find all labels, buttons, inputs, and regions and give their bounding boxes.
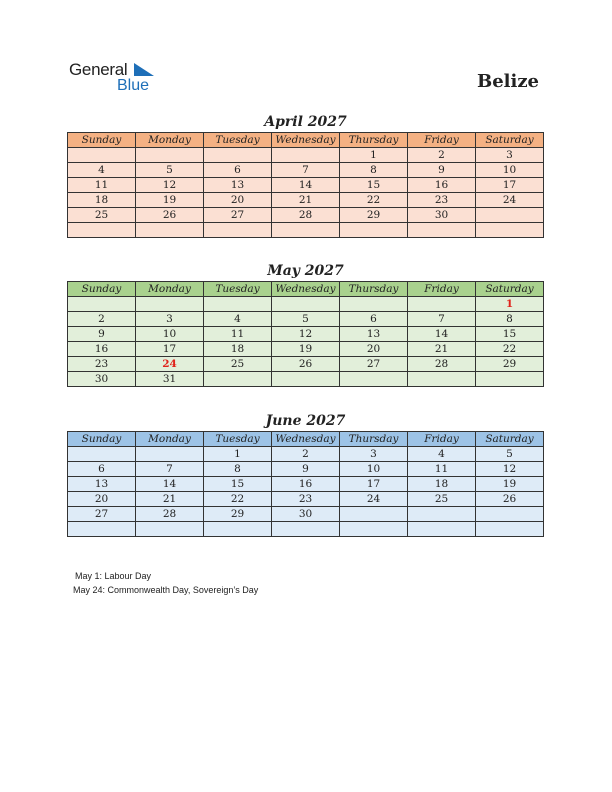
weekday-header: Wednesday: [272, 133, 340, 148]
day-cell: 30: [68, 372, 136, 387]
day-cell: 30: [408, 208, 476, 223]
generalblue-logo: [69, 60, 159, 96]
week-row: [68, 462, 544, 477]
weekday-header: Monday: [136, 282, 204, 297]
weekday-header: Tuesday: [204, 432, 272, 447]
day-cell: 18: [408, 477, 476, 492]
weekday-header: Thursday: [340, 432, 408, 447]
day-cell: 2: [408, 148, 476, 163]
day-cell: 28: [272, 208, 340, 223]
day-cell: 23: [68, 357, 136, 372]
day-cell: 4: [204, 312, 272, 327]
empty-day-cell: [272, 223, 340, 238]
weekday-header: Sunday: [68, 432, 136, 447]
day-cell: 16: [272, 477, 340, 492]
empty-day-cell: [340, 507, 408, 522]
weekday-header: Wednesday: [272, 282, 340, 297]
empty-day-cell: [476, 507, 544, 522]
day-cell: 8: [476, 312, 544, 327]
day-cell: 17: [476, 178, 544, 193]
day-cell: 20: [204, 193, 272, 208]
day-cell: 14: [272, 178, 340, 193]
weekday-header: Thursday: [340, 282, 408, 297]
week-row: [68, 223, 544, 238]
holiday-note: May 24: Commonwealth Day, Sovereign’s Day: [73, 585, 259, 595]
day-cell: 5: [272, 312, 340, 327]
day-cell: 5: [136, 163, 204, 178]
month-title: April 2027: [264, 114, 347, 130]
empty-day-cell: [408, 372, 476, 387]
day-cell: 17: [136, 342, 204, 357]
day-cell: 27: [68, 507, 136, 522]
day-cell: 2: [272, 447, 340, 462]
weekday-header: Wednesday: [272, 432, 340, 447]
day-cell: 9: [408, 163, 476, 178]
week-row: [68, 163, 544, 178]
day-cell: 21: [136, 492, 204, 507]
empty-day-cell: [68, 447, 136, 462]
week-row: [68, 492, 544, 507]
empty-day-cell: [476, 208, 544, 223]
day-cell: 13: [68, 477, 136, 492]
day-cell: 4: [68, 163, 136, 178]
day-cell: 18: [68, 193, 136, 208]
empty-day-cell: [204, 297, 272, 312]
day-cell: 12: [136, 178, 204, 193]
day-cell: 12: [272, 327, 340, 342]
day-cell: 29: [204, 507, 272, 522]
month-april: [67, 112, 544, 238]
day-cell: 7: [136, 462, 204, 477]
empty-day-cell: [272, 522, 340, 537]
weekday-header: Saturday: [476, 282, 544, 297]
day-cell: 30: [272, 507, 340, 522]
day-cell: 25: [68, 208, 136, 223]
day-cell: 15: [204, 477, 272, 492]
weekday-header: Sunday: [68, 133, 136, 148]
day-cell: 6: [204, 163, 272, 178]
day-cell: 25: [204, 357, 272, 372]
day-cell: 29: [476, 357, 544, 372]
day-cell: 22: [340, 193, 408, 208]
holiday-day-cell: 1: [476, 297, 544, 312]
day-cell: 15: [340, 178, 408, 193]
day-cell: 16: [68, 342, 136, 357]
empty-day-cell: [340, 297, 408, 312]
day-cell: 6: [340, 312, 408, 327]
day-cell: 26: [136, 208, 204, 223]
weekday-header: Monday: [136, 432, 204, 447]
day-cell: 19: [476, 477, 544, 492]
weekday-header: Tuesday: [204, 133, 272, 148]
empty-day-cell: [272, 372, 340, 387]
calendar-grid-may: [67, 281, 544, 387]
empty-day-cell: [68, 297, 136, 312]
day-cell: 11: [408, 462, 476, 477]
empty-day-cell: [340, 223, 408, 238]
day-cell: 27: [340, 357, 408, 372]
empty-day-cell: [68, 148, 136, 163]
month-title: May 2027: [267, 263, 344, 279]
day-cell: 31: [136, 372, 204, 387]
holiday-notes: [75, 569, 258, 597]
day-cell: 6: [68, 462, 136, 477]
weekday-header: Tuesday: [204, 282, 272, 297]
empty-day-cell: [136, 148, 204, 163]
day-cell: 20: [68, 492, 136, 507]
day-cell: 28: [408, 357, 476, 372]
day-cell: 1: [204, 447, 272, 462]
empty-day-cell: [204, 148, 272, 163]
day-cell: 14: [136, 477, 204, 492]
day-cell: 22: [204, 492, 272, 507]
week-row: [68, 447, 544, 462]
day-cell: 8: [340, 163, 408, 178]
weekday-header: Saturday: [476, 432, 544, 447]
day-cell: 9: [272, 462, 340, 477]
empty-day-cell: [136, 223, 204, 238]
day-cell: 27: [204, 208, 272, 223]
empty-day-cell: [136, 447, 204, 462]
day-cell: 12: [476, 462, 544, 477]
empty-day-cell: [204, 372, 272, 387]
country-title: Belize: [476, 71, 539, 92]
day-cell: 21: [408, 342, 476, 357]
week-row: [68, 477, 544, 492]
empty-day-cell: [476, 223, 544, 238]
day-cell: 21: [272, 193, 340, 208]
empty-day-cell: [68, 522, 136, 537]
day-cell: 24: [476, 193, 544, 208]
week-row: [68, 297, 544, 312]
empty-day-cell: [340, 372, 408, 387]
day-cell: 7: [408, 312, 476, 327]
day-cell: 8: [204, 462, 272, 477]
logo-text-general: General: [69, 60, 128, 79]
weekday-header: Saturday: [476, 133, 544, 148]
week-row: [68, 327, 544, 342]
day-cell: 23: [408, 193, 476, 208]
day-cell: 24: [340, 492, 408, 507]
empty-day-cell: [204, 522, 272, 537]
empty-day-cell: [408, 522, 476, 537]
week-row: [68, 312, 544, 327]
day-cell: 11: [68, 178, 136, 193]
day-cell: 17: [340, 477, 408, 492]
week-row: [68, 178, 544, 193]
empty-day-cell: [204, 223, 272, 238]
weekday-header: Thursday: [340, 133, 408, 148]
empty-day-cell: [272, 297, 340, 312]
day-cell: 3: [136, 312, 204, 327]
day-cell: 19: [272, 342, 340, 357]
weekday-header: Sunday: [68, 282, 136, 297]
day-cell: 11: [204, 327, 272, 342]
week-row: [68, 522, 544, 537]
empty-day-cell: [408, 297, 476, 312]
week-row: [68, 507, 544, 522]
day-cell: 10: [136, 327, 204, 342]
month-title: June 2027: [265, 413, 346, 429]
day-cell: 28: [136, 507, 204, 522]
calendar-grid-april: [67, 132, 544, 238]
day-cell: 23: [272, 492, 340, 507]
day-cell: 18: [204, 342, 272, 357]
empty-day-cell: [136, 297, 204, 312]
day-cell: 10: [476, 163, 544, 178]
day-cell: 4: [408, 447, 476, 462]
empty-day-cell: [476, 522, 544, 537]
weekday-header: Friday: [408, 282, 476, 297]
empty-day-cell: [272, 148, 340, 163]
day-cell: 9: [68, 327, 136, 342]
week-row: [68, 357, 544, 372]
day-cell: 19: [136, 193, 204, 208]
day-cell: 16: [408, 178, 476, 193]
day-cell: 13: [340, 327, 408, 342]
logo-text-blue: Blue: [117, 77, 150, 94]
week-row: [68, 193, 544, 208]
week-row: [68, 372, 544, 387]
day-cell: 26: [476, 492, 544, 507]
day-cell: 7: [272, 163, 340, 178]
weekday-header: Monday: [136, 133, 204, 148]
empty-day-cell: [68, 223, 136, 238]
empty-day-cell: [408, 507, 476, 522]
day-cell: 3: [340, 447, 408, 462]
month-june: [67, 411, 544, 537]
day-cell: 10: [340, 462, 408, 477]
day-cell: 2: [68, 312, 136, 327]
day-cell: 15: [476, 327, 544, 342]
week-row: [68, 342, 544, 357]
holiday-day-cell: 24: [136, 357, 204, 372]
day-cell: 1: [340, 148, 408, 163]
month-may: [67, 261, 544, 387]
week-row: [68, 148, 544, 163]
day-cell: 22: [476, 342, 544, 357]
calendar-grid-june: [67, 431, 544, 537]
day-cell: 14: [408, 327, 476, 342]
day-cell: 13: [204, 178, 272, 193]
day-cell: 5: [476, 447, 544, 462]
empty-day-cell: [476, 372, 544, 387]
logo-triangle-icon: [134, 63, 154, 76]
weekday-header: Friday: [408, 133, 476, 148]
empty-day-cell: [340, 522, 408, 537]
empty-day-cell: [408, 223, 476, 238]
holiday-note: May 1: Labour Day: [75, 571, 152, 581]
day-cell: 29: [340, 208, 408, 223]
day-cell: 20: [340, 342, 408, 357]
day-cell: 3: [476, 148, 544, 163]
weekday-header: Friday: [408, 432, 476, 447]
empty-day-cell: [136, 522, 204, 537]
day-cell: 25: [408, 492, 476, 507]
day-cell: 26: [272, 357, 340, 372]
week-row: [68, 208, 544, 223]
